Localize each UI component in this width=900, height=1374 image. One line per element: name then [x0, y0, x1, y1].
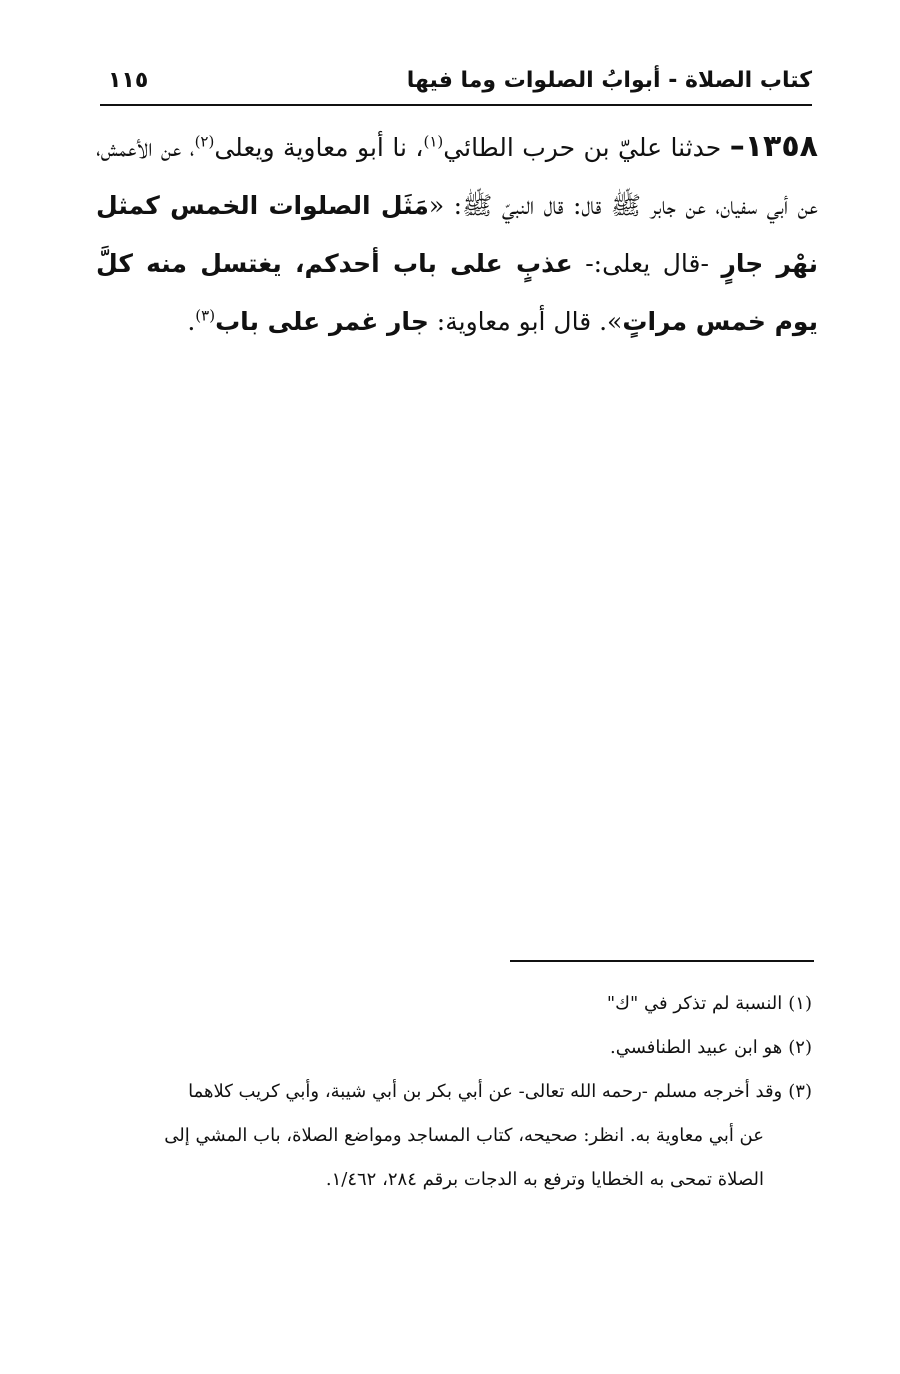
footnote-marker: (١) — [788, 993, 812, 1014]
footnote-reference-1: (١) — [423, 132, 444, 151]
hadith-number-dash: – — [729, 129, 745, 164]
after-matn-text: ». قال أبو معاوية: — [428, 307, 623, 336]
footnote-marker: (٣) — [788, 1081, 812, 1102]
footnote-reference-2: (٢) — [194, 132, 215, 151]
hadith-paragraph — [96, 118, 818, 351]
footnote-text: النسبة لم تذكر في "ك" — [606, 993, 783, 1014]
footnote-text: وقد أخرجه مسلم -رحمه الله تعالى- عن أبي بكر بن أبي شيبة، وأبي كريب كلاهما — [188, 1081, 783, 1102]
hadith-end: . — [187, 307, 196, 336]
isnad-text-3: ، عن الأعمش، عن أبي سفيان، عن جابر ﷺ قال: قال النبيّ ﷺ: « — [96, 133, 818, 220]
footnotes-section — [100, 982, 812, 1202]
footnote-marker: (٢) — [788, 1037, 812, 1058]
page-number: ١١٥ — [108, 68, 149, 93]
page-header — [100, 62, 812, 106]
matn-text-1: مَثَل الصلوات الخمس كمثل نهْر جارٍ — [96, 191, 818, 278]
footnote-1 — [100, 982, 812, 1026]
isnad-text-2: ، نا أبو معاوية ويعلى — [214, 133, 424, 162]
running-title: كتاب الصلاة - أبوابُ الصلوات وما فيها — [406, 68, 812, 93]
header-divider — [100, 104, 812, 106]
narrator-interjection: -قال يعلى:- — [572, 249, 722, 278]
footnote-2 — [100, 1026, 812, 1070]
matn-text-3: جار غمر على باب — [215, 307, 429, 336]
isnad-text-1: حدثنا عليّ بن حرب الطائي — [443, 133, 730, 162]
footnote-reference-3: (٣) — [195, 306, 216, 325]
footnote-3 — [100, 1070, 812, 1202]
matn-text-2: عذبٍ على باب أحدكم، يغتسل منه كلَّ يوم خمس مراتٍ — [96, 249, 818, 336]
footnote-text: هو ابن عبيد الطنافسي. — [609, 1037, 783, 1058]
hadith-number: ١٣٥٨ — [744, 129, 818, 164]
footnote-text-continuation: عن أبي معاوية به. انظر: صحيحه، كتاب المساجد ومواضع الصلاة، باب المشي إلى — [164, 1125, 764, 1146]
footnote-text-continuation: الصلاة تمحى به الخطايا وترفع به الدجات برقم ٢٨٤، ١/٤٦٢. — [325, 1169, 764, 1190]
footnote-divider — [510, 960, 814, 962]
